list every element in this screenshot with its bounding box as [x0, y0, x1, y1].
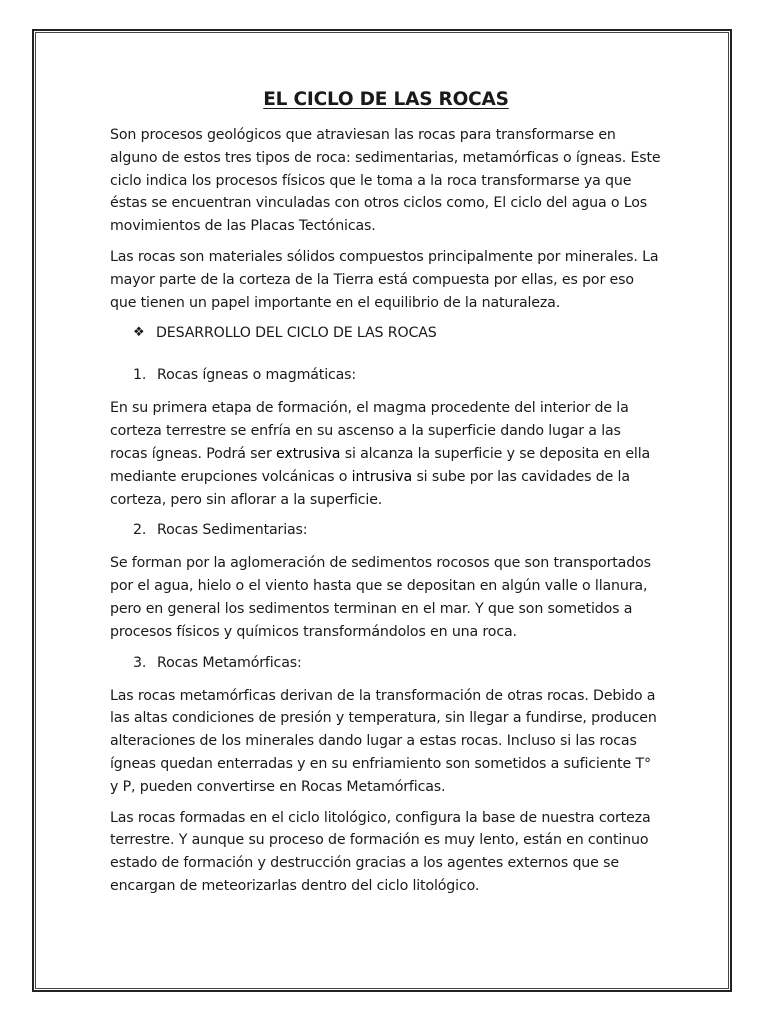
- list-item-heading-3: [133, 652, 662, 674]
- sedimentary-paragraph: Se forman por la aglomeración de sedimentos rocosos que son transportados por el agua, hielo o el viento hasta que se depositan en algún valle o llanura, pero en general los sedimentos terminan en el mar. Y que son sometidos a procesos físicos y químicos transformándolos en una roca.: [110, 555, 651, 640]
- document-body: [110, 87, 662, 906]
- closing-paragraph: Las rocas formadas en el ciclo litológico, configura la base de nuestra corteza terrestre. Y aunque su proceso de formación es muy lento, están en continuo estado de formación y destrucción gracias a los agentes externos que se encargan de meteorizarlas dentro del ciclo litológico.: [110, 809, 651, 894]
- list-item-label: Rocas ígneas o magmáticas:: [157, 367, 357, 384]
- term-intrusiva: intrusiva: [351, 468, 413, 485]
- igneous-paragraph: [110, 397, 662, 511]
- list-item-label: Rocas Metamórficas:: [157, 654, 302, 671]
- list-item-label: Rocas Sedimentarias:: [157, 522, 308, 539]
- list-number: 2.: [133, 522, 147, 539]
- igneous-text-part-2: si alcanza la superficie y se deposita en ella mediante erupciones volcánicas o: [110, 445, 651, 485]
- intro-paragraph-2: Las rocas son materiales sólidos compuestos principalmente por minerales. La mayor parte de la corteza de la Tierra está compuesta por ellas, es por eso que tienen un papel importante en el equilibrio de la naturaleza.: [110, 248, 659, 311]
- list-number: 3.: [133, 654, 147, 671]
- diamond-bullet-icon: ❖: [133, 325, 145, 341]
- list-item-heading-1: [133, 364, 662, 386]
- igneous-text-part-3: si sube por las cavidades de la corteza, pero sin aflorar a la superficie.: [110, 468, 630, 508]
- section-heading: [133, 322, 662, 344]
- igneous-text-part-1: En su primera etapa de formación, el magma procedente del interior de la corteza terrestre se enfría en su ascenso a la superficie dando lugar a las rocas ígneas. Podrá ser: [110, 400, 629, 462]
- list-item-heading-2: [133, 519, 662, 541]
- document-title: EL CICLO DE LAS ROCAS: [263, 89, 509, 110]
- intro-paragraph-1: Son procesos geológicos que atraviesan las rocas para transformarse en alguno de estos tres tipos de roca: sedimentarias, metamórficas o ígneas. Este ciclo indica los procesos físicos que le toma a la roca transformarse ya que éstas se encuentran vinculadas con otros ciclos como, El ciclo del agua o Los movimientos de las Placas Tectónicas.: [110, 127, 661, 235]
- metamorphic-paragraph: Las rocas metamórficas derivan de la transformación de otras rocas. Debido a las altas condiciones de presión y temperatura, sin llegar a fundirse, producen alteraciones de los minerales dando lugar a estas rocas. Incluso si las rocas ígneas quedan enterradas y en su enfriamiento son sometidos a suficiente T° y P, pueden convertirse en Rocas Metamórficas.: [110, 687, 657, 795]
- term-extrusiva: extrusiva: [276, 445, 341, 462]
- section-heading-text: DESARROLLO DEL CICLO DE LAS ROCAS: [156, 325, 437, 342]
- list-number: 1.: [133, 367, 147, 384]
